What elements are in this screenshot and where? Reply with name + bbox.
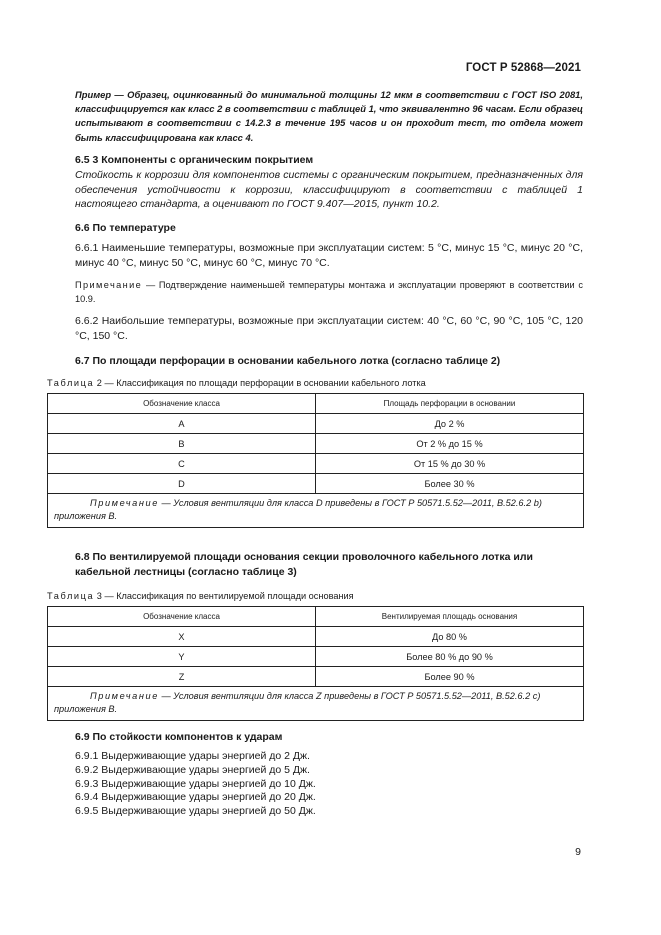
table-row [48,647,584,667]
value-cell: Более 30 % [316,474,584,494]
value-cell: До 80 % [316,627,584,647]
class-cell: X [48,627,316,647]
value-cell: Более 80 % до 90 % [316,647,584,667]
column-header-class: Обозначение класса [48,607,316,627]
section-6-7-heading: 6.7 По площади перфорации в основании кабельного лотка (согласно таблице 2) [75,355,501,368]
standard-header: ГОСТ Р 52868—2021 [465,62,581,74]
table-row [48,474,584,494]
list-item: 6.9.4 Выдерживающие удары энергией до 20 Дж. [75,791,316,804]
class-cell: Z [48,667,316,687]
note-label: Примечание [90,691,159,702]
note-label: Примечание [75,279,143,290]
column-header-perforation: Площадь перфорации в основании [316,394,584,414]
table-note-row [48,687,584,721]
table-row [48,414,584,434]
class-cell: B [48,434,316,454]
note-text: — Условия вентиляции для класса D приведены в ГОСТ Р 50571.5.52—2011, В.52.6.2 b) приложения В. [54,498,542,522]
table-row [48,667,584,687]
value-cell: От 2 % до 15 % [316,434,584,454]
section-6-6-1-text: 6.6.1 Наименьшие температуры, возможные при эксплуатации систем: 5 °С, минус 15 °С, минус 20 °С, минус 40 °С, минус 50 °С, минус 60 °С, минус 70 °С. [75,242,583,269]
value-cell: До 2 % [316,414,584,434]
section-6-5-heading: 6.5 3 Компоненты с органическим покрытием [75,153,314,166]
list-item: 6.9.3 Выдерживающие удары энергией до 10 Дж. [75,777,316,790]
note-label: Примечание [90,498,159,509]
list-item: 6.9.1 Выдерживающие удары энергией до 2 Дж. [75,750,310,763]
value-cell: От 15 % до 30 % [316,454,584,474]
note-text: — Подтверждение наименьшей температуры монтажа и эксплуатации проверяют в соответствии с 10.9. [75,279,583,304]
table-3-caption [47,590,555,602]
table-row [48,454,584,474]
page-content [47,88,583,818]
table-caption-text: 2 — Классификация по площади перфорации в основании кабельного лотка [94,378,426,389]
section-6-6-heading: 6.6 По температуре [75,222,176,235]
table-2-caption [47,377,555,389]
table-2-note [48,494,584,528]
table-caption-text: 3 — Классификация по вентилируемой площади основания [94,591,354,602]
section-6-9-heading: 6.9 По стойкости компонентов к ударам [75,731,283,744]
class-cell: C [48,454,316,474]
page-number: 9 [575,846,581,858]
class-cell: A [48,414,316,434]
table-caption-label: Таблица [47,591,95,602]
section-6-5-text: Стойкость к коррозии для компонентов системы с органическим покрытием, предназначенных для обеспечения устойчивости к коррозии, классифицируют в соответствии с таблицей 1 настоящего стандарта, а оценивают по ГОСТ 9.407—2015, пункт 10.2. [75,168,583,211]
table-2 [47,393,584,528]
note-text: — Условия вентиляции для класса Z приведены в ГОСТ Р 50571.5.52—2011, В.52.6.2 с) приложения В. [54,691,541,715]
table-header-row [48,394,584,414]
column-header-ventilated-area: Вентилируемая площадь основания [316,607,584,627]
value-cell: Более 90 % [316,667,584,687]
class-cell: D [48,474,316,494]
table-note-row [48,494,584,528]
section-6-8-heading: 6.8 По вентилируемой площади основания секции проволочного кабельного лотка или кабельной лестницы (согласно таблице 3) [75,551,533,579]
table-3 [47,606,584,721]
example-paragraph: Пример — Образец, оцинкованный до минимальной толщины 12 мкм в соответствии с ГОСТ ISO 2081, классифицируется как класс 2 в соответствии с таблицей 1, что эквивалентно 96 часам. Если образец испытывают в соответствии с 14.2.3 в течение 195 часов и он проходит тест, то отдела может быть классифицирована как класс 4. [75,89,583,143]
table-header-row [48,607,584,627]
impact-classes-list [75,750,583,818]
class-cell: Y [48,647,316,667]
column-header-class: Обозначение класса [48,394,316,414]
table-3-note [48,687,584,721]
list-item: 6.9.5 Выдерживающие удары энергией до 50 Дж. [75,804,316,817]
section-6-6-note [75,278,583,306]
table-row [48,434,584,454]
section-6-6-2-text: 6.6.2 Наибольшие температуры, возможные при эксплуатации систем: 40 °С, 60 °С, 90 °С, 105 °С, 120 °С, 150 °С. [75,314,583,342]
list-item: 6.9.2 Выдерживающие удары энергией до 5 Дж. [75,763,310,776]
table-caption-label: Таблица [47,378,95,389]
table-row [48,627,584,647]
